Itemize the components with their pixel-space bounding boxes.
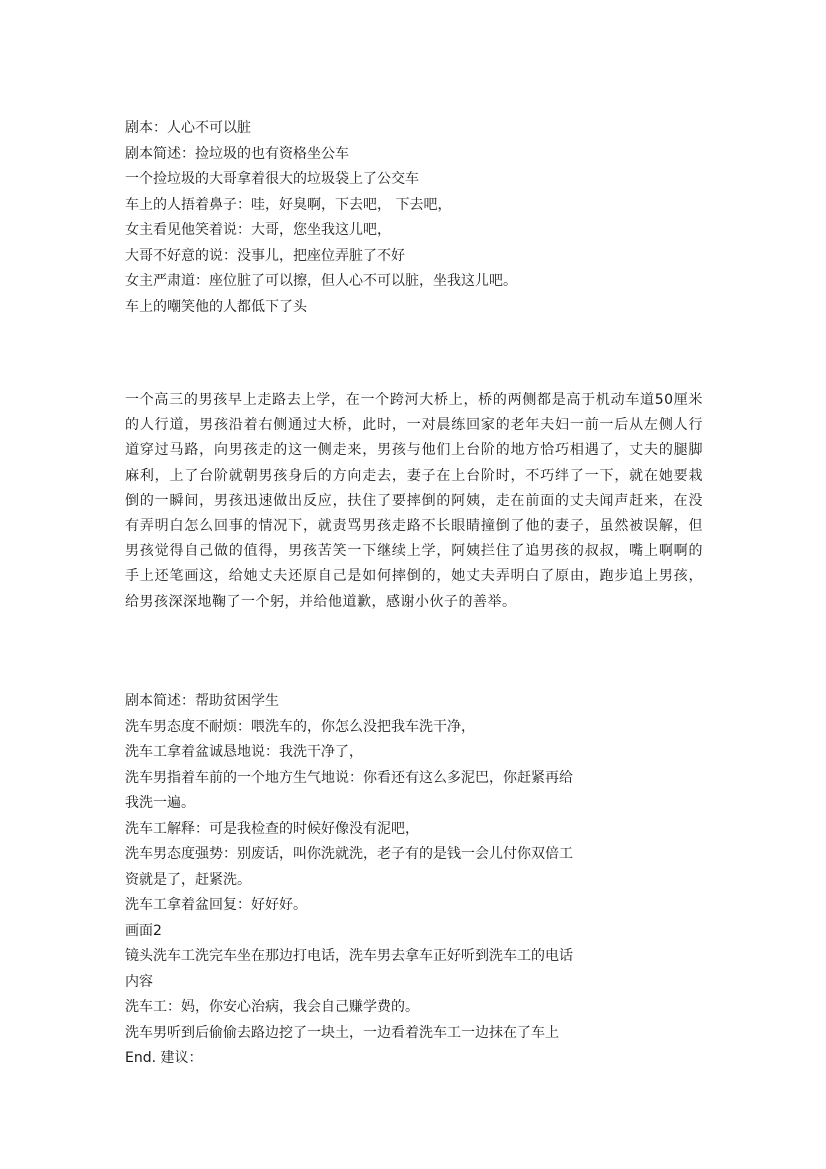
text-line: 女主看见他笑着说：大哥，您坐我这儿吧， xyxy=(125,222,391,238)
text-line: 车上的人捂着鼻子：哇，好臭啊，下去吧， 下去吧， xyxy=(125,196,452,213)
text-line: 洗车男态度强势：别废话，叫你洗就洗，老子有的是钱一会儿付你双倍工 xyxy=(125,846,573,862)
script-section-1 xyxy=(125,116,517,320)
text-line: 洗车男态度不耐烦：喂洗车的，你怎么没把我车洗干净， xyxy=(125,718,475,735)
text-line: 一个捡垃圾的大哥拿着很大的垃圾袋上了公交车 xyxy=(125,171,419,187)
scene-heading: 画面2 xyxy=(125,922,162,939)
text-line: 大哥不好意的说：没事儿，把座位弄脏了不好 xyxy=(125,247,405,264)
text-line: 内容 xyxy=(125,973,153,990)
text-line: 我洗一遍。 xyxy=(125,795,195,811)
text-line: 车上的嘲笑他的人都低下了头 xyxy=(125,298,307,315)
end-note: End. 建议： xyxy=(125,1050,203,1066)
script-title: 剧本：人心不可以脏 xyxy=(125,120,251,136)
text-line: 洗车工拿着盆回复：好好好。 xyxy=(125,897,307,913)
text-line: 洗车工解释：可是我检查的时候好像没有泥吧， xyxy=(125,820,419,837)
story-paragraph: 一个高三的男孩早上走路去上学，在一个跨河大桥上，桥的两侧都是高于机动车道50厘米的人行道，男孩沿着右侧通过大桥，此时，一对晨练回家的老年夫妇一前一后从左侧人行道穿过马路，向男孩走的这一侧走来，男孩与他们上台阶的地方恰巧相遇了，丈夫的腿脚麻利，上了台阶就朝男孩身后的方向走去，妻子在上台阶时，不巧绊了一下，就在她要栽倒的一瞬间，男孩迅速做出反应，扶住了要摔倒的阿姨，走在前面的丈夫闻声赶来，在没有弄明白怎么回事的情况下，就责骂男孩走路不长眼睛撞倒了他的妻子，虽然被误解，但男孩觉得自己做的值得，男孩苦笑一下继续上学，阿姨拦住了追男孩的叔叔，嘴上啊啊的手上还笔画这，给她丈夫还原自己是如何摔倒的，她丈夫弄明白了原由，跑步追上男孩，给男孩深深地鞠了一个躬，并给他道歉，感谢小伙子的善举。 xyxy=(125,392,703,610)
script-summary: 剧本简述：帮助贫困学生 xyxy=(125,693,279,709)
text-line: 洗车男听到后偷偷去路边挖了一块土，一边看着洗车工一边抹在了车上 xyxy=(125,1024,559,1041)
text-line: 资就是了，赶紧洗。 xyxy=(125,871,251,888)
text-line: 洗车工：妈，你安心治病，我会自己赚学费的。 xyxy=(125,999,419,1015)
text-line: 洗车男指着车前的一个地方生气地说：你看还有这么多泥巴，你赶紧再给 xyxy=(125,769,573,786)
story-section-2 xyxy=(125,388,703,615)
script-summary: 剧本简述：捡垃圾的也有资格坐公车 xyxy=(125,145,349,162)
text-line: 洗车工拿着盆诚恳地说：我洗干净了， xyxy=(125,744,363,760)
script-section-3 xyxy=(125,689,573,1072)
text-line: 镜头洗车工洗完车坐在那边打电话，洗车男去拿车正好听到洗车工的电话 xyxy=(125,948,573,964)
text-line: 女主严肃道：座位脏了可以擦，但人心不可以脏，坐我这儿吧。 xyxy=(125,273,517,289)
